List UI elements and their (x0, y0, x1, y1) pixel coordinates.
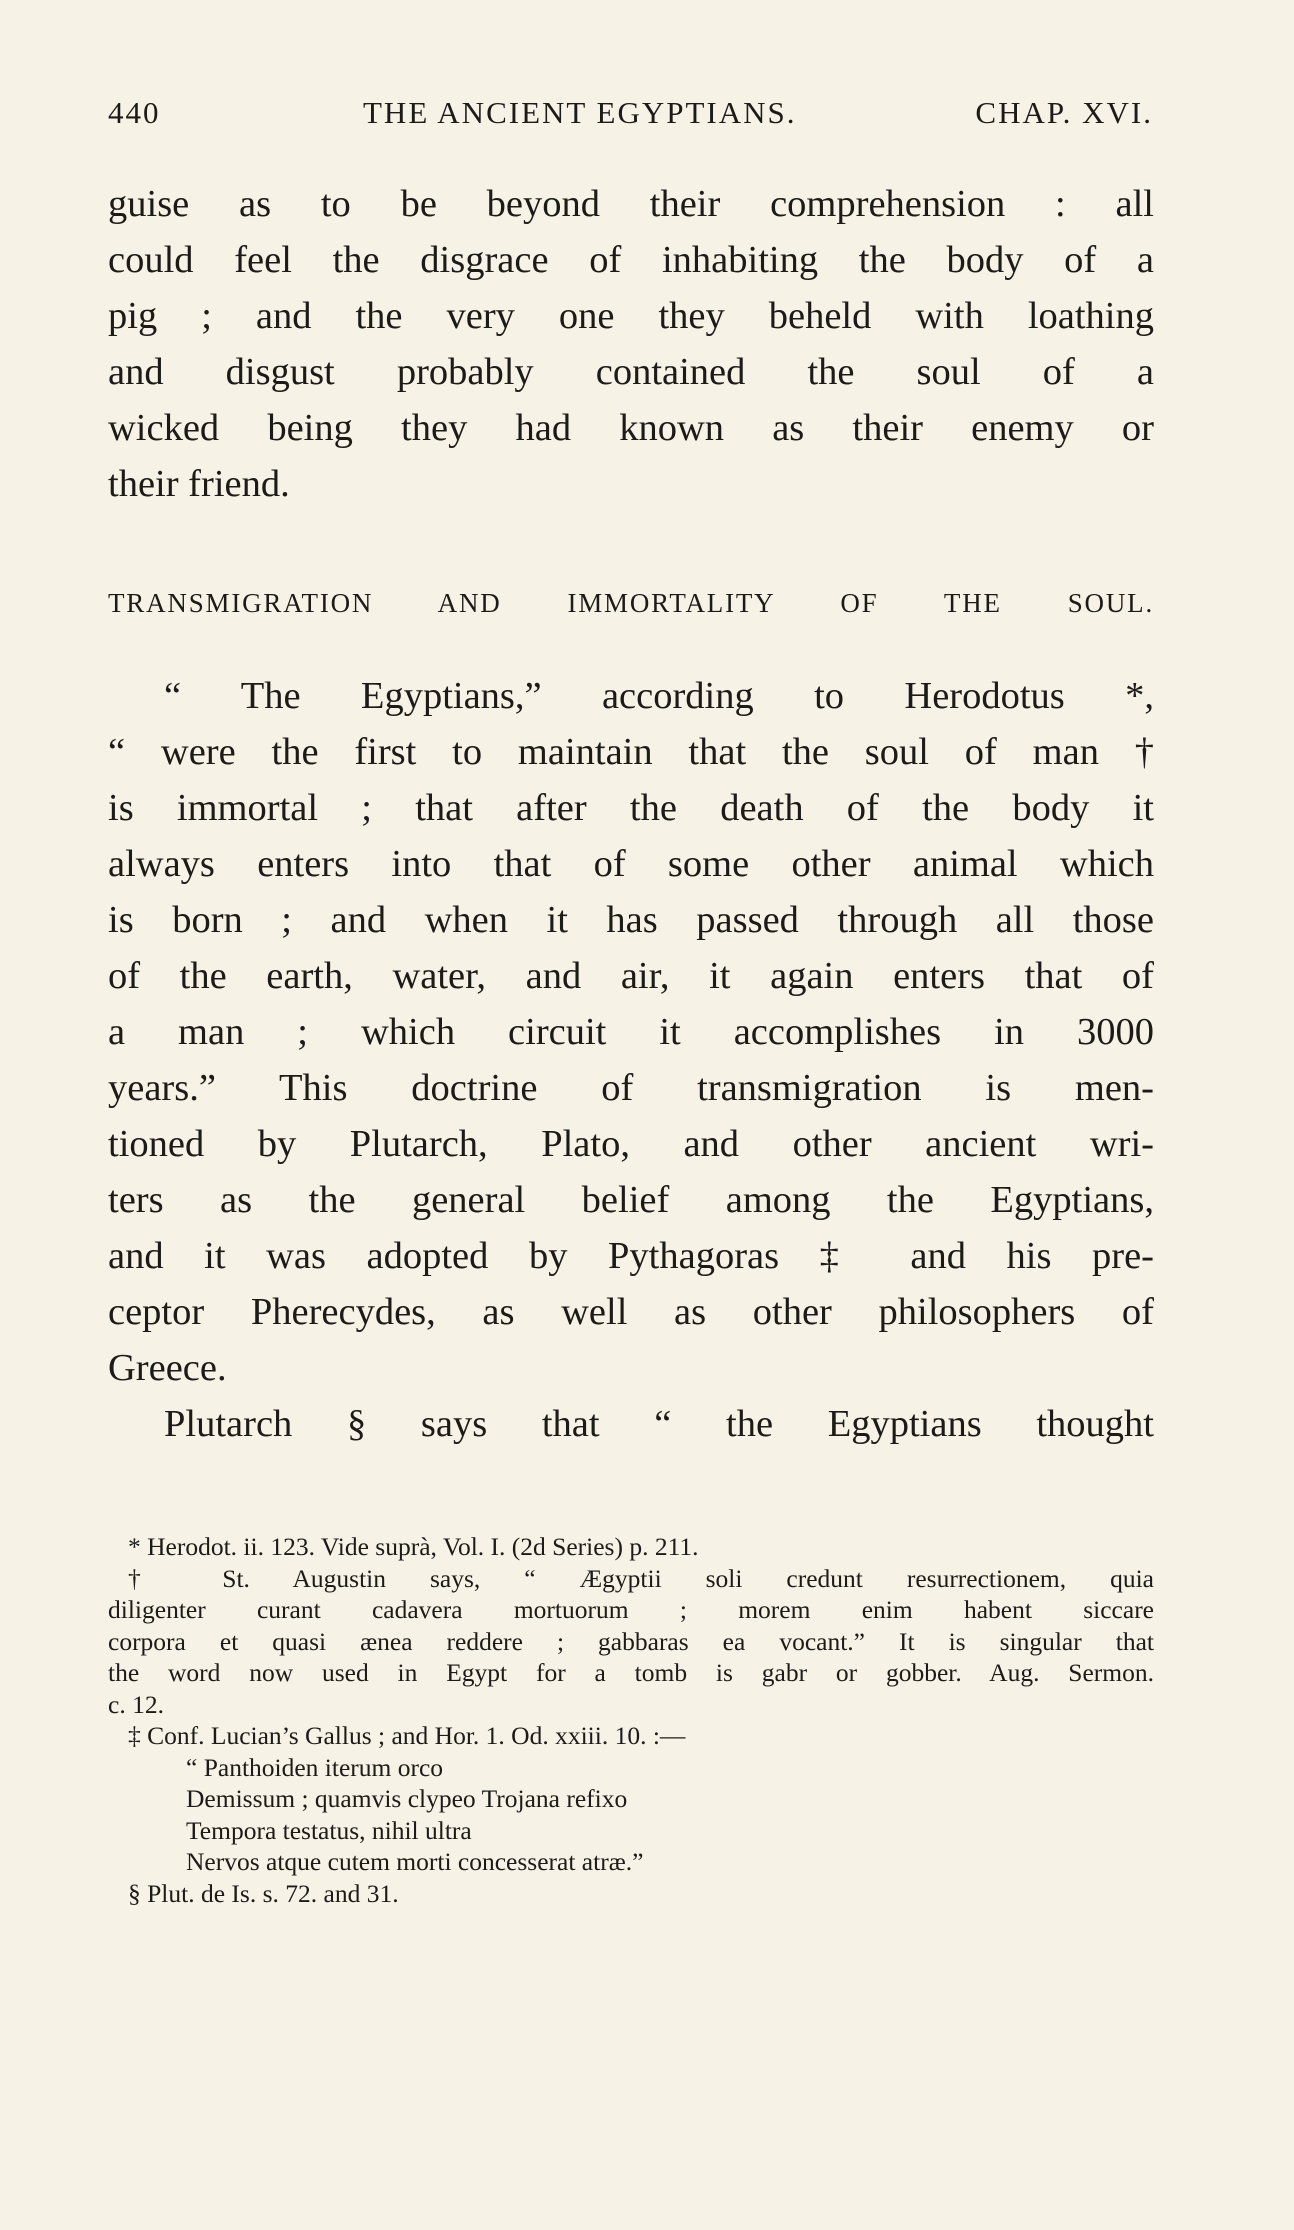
text-line: a man ; which circuit it accomplishes in 3000 (108, 1011, 1154, 1053)
footnote-line: ‡ Conf. Lucian’s Gallus ; and Hor. 1. Od. xxiii. 10. :— (128, 1721, 686, 1750)
footnote-line: § Plut. de Is. s. 72. and 31. (128, 1878, 399, 1908)
text-line: Plutarch § says that “ the Egyptians thought (164, 1403, 1154, 1445)
running-title: THE ANCIENT EGYPTIANS. (363, 95, 797, 130)
footnote-line: Nervos atque cutem morti concesserat atræ.” (186, 1847, 644, 1876)
footnote-line: the word now used in Egypt for a tomb is gabr or gobber. Aug. Sermon. (108, 1658, 1154, 1687)
section-heading: TRANSMIGRATION AND IMMORTALITY OF THE SOUL. (108, 588, 1154, 618)
chapter-label: CHAP. XVI. (975, 95, 1153, 130)
footnote-line: diligenter curant cadavera mortuorum ; morem enim habent siccare (108, 1595, 1154, 1624)
text-line: and disgust probably contained the soul of a (108, 351, 1154, 393)
text-line: “ were the first to maintain that the soul of man † (108, 731, 1154, 773)
footnote-line: “ Panthoiden iterum orco (186, 1752, 444, 1782)
text-line: is born ; and when it has passed through all those (108, 899, 1154, 941)
text-line: Greece. (108, 1347, 227, 1389)
paragraph-2 (108, 668, 1154, 1452)
paragraph-1 (108, 176, 1154, 512)
text-line: is immortal ; that after the death of the body it (108, 787, 1154, 829)
footnotes (108, 1531, 1154, 1909)
text-line: “ The Egyptians,” according to Herodotus *, (164, 675, 1154, 717)
footnote-line: Demissum ; quamvis clypeo Trojana refixo (186, 1784, 628, 1813)
footnote-line: * Herodot. ii. 123. Vide suprà, Vol. I. (2d Series) p. 211. (128, 1532, 699, 1561)
text-line: could feel the disgrace of inhabiting the body of a (108, 239, 1154, 281)
text-line: ceptor Pherecydes, as well as other philosophers of (108, 1291, 1154, 1333)
footnote-line: corpora et quasi ænea reddere ; gabbaras ea vocant.” It is singular that (108, 1626, 1154, 1656)
text-line: their friend. (108, 463, 290, 505)
footnote-line: † St. Augustin says, “ Ægyptii soli credunt resurrectionem, quia (128, 1563, 1154, 1593)
text-line: and it was adopted by Pythagoras ‡ and his pre- (108, 1235, 1154, 1277)
text-line: tioned by Plutarch, Plato, and other ancient wri- (108, 1123, 1154, 1165)
text-line: wicked being they had known as their enemy or (108, 407, 1154, 449)
text-line: pig ; and the very one they beheld with loathing (108, 295, 1154, 337)
running-head (108, 95, 1153, 139)
text-line: guise as to be beyond their comprehension : all (108, 183, 1154, 225)
text-line: of the earth, water, and air, it again enters that of (108, 955, 1154, 997)
footnote-line: Tempora testatus, nihil ultra (186, 1815, 472, 1845)
text-line: ters as the general belief among the Egyptians, (108, 1179, 1154, 1221)
text-line: always enters into that of some other animal which (108, 843, 1154, 885)
footnote-line: c. 12. (108, 1689, 164, 1719)
text-line: years.” This doctrine of transmigration is men- (108, 1067, 1154, 1109)
page-number: 440 (108, 95, 161, 130)
